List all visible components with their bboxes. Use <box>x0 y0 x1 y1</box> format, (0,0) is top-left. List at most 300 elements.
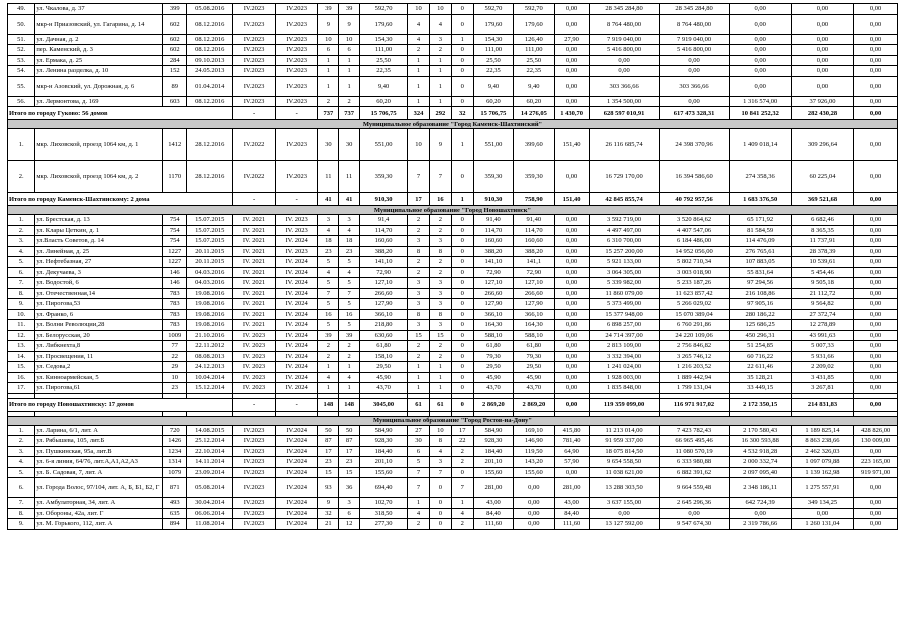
address-cell: ул. Нефтебазная, 27 <box>35 257 163 268</box>
subtotal-value: 42 845 855,74 <box>589 193 659 206</box>
municipality-header-row <box>8 120 898 129</box>
value-cell: 0,00 <box>554 66 589 77</box>
value-cell: 0,00 <box>854 351 898 362</box>
row-number-cell: 3. <box>8 446 35 457</box>
address-cell: ул. 6-я линия, 64/76, лит.А,А1,А2,А3 <box>35 457 163 468</box>
value-cell: 43,00 <box>473 498 513 509</box>
address-cell: ул. Кинноармейская, 5 <box>35 372 163 383</box>
value-cell: 0 <box>451 383 473 394</box>
table-row <box>8 467 898 478</box>
value-cell: 30 <box>339 129 360 161</box>
value-cell: 9 <box>339 14 360 34</box>
value-cell: 155,60 <box>360 467 408 478</box>
row-number-cell: 51. <box>8 34 35 45</box>
value-cell: 0 <box>451 225 473 236</box>
value-cell: 1 <box>318 362 339 373</box>
row-number-cell: 2. <box>8 436 35 447</box>
value-cell: IV. 2023 <box>275 225 318 236</box>
value-cell: 15 257 200,00 <box>589 246 659 257</box>
value-cell: 45,90 <box>473 372 513 383</box>
row-number-cell: 2. <box>8 161 35 193</box>
value-cell: 64,90 <box>554 446 589 457</box>
value-cell: IV. 2023 <box>275 246 318 257</box>
value-cell: 11.08.2014 <box>187 519 233 530</box>
value-cell: 2 <box>429 215 451 226</box>
value-cell: 0,00 <box>854 278 898 289</box>
value-cell: 0,00 <box>791 55 853 66</box>
value-cell: 184,40 <box>473 446 513 457</box>
value-cell: 25,50 <box>514 55 554 66</box>
subtotal-value: 2 172 350,15 <box>729 398 791 411</box>
address-cell: ул. Пирогова,61 <box>35 383 163 394</box>
municipality-heading: Муниципальное образование "Город Ростов-на-Дону" <box>8 416 898 425</box>
value-cell: 15.12.2014 <box>187 383 233 394</box>
value-cell: 2 <box>408 257 430 268</box>
value-cell: 154,30 <box>360 34 408 45</box>
value-cell: 4 <box>339 372 360 383</box>
subtotal-value: 282 430,28 <box>791 107 853 120</box>
value-cell: 3 <box>408 320 430 331</box>
value-cell: 1 <box>408 76 430 96</box>
value-cell: 12 <box>339 519 360 530</box>
subtotal-value: 40 792 957,56 <box>659 193 729 206</box>
value-cell: 15.07.2015 <box>187 225 233 236</box>
value-cell: 21.10.2016 <box>187 330 233 341</box>
value-cell: 179,60 <box>514 14 554 34</box>
value-cell: 37 926,00 <box>791 96 853 107</box>
value-cell: 130 009,00 <box>854 436 898 447</box>
subtotal-value: 32 <box>451 107 473 120</box>
value-cell: 0 <box>451 351 473 362</box>
value-cell: 388,20 <box>360 246 408 257</box>
value-cell: 1 <box>318 55 339 66</box>
value-cell: 15 <box>429 330 451 341</box>
value-cell: IV.2023 <box>275 129 318 161</box>
value-cell: 22 611,46 <box>729 362 791 373</box>
value-cell: 642 724,39 <box>729 498 791 509</box>
value-cell: 55 831,64 <box>729 267 791 278</box>
value-cell: 0 <box>451 215 473 226</box>
value-cell: 1 928 003,00 <box>589 372 659 383</box>
value-cell: 2 <box>429 351 451 362</box>
value-cell: 05.08.2016 <box>187 4 233 15</box>
value-cell: 24.12.2013 <box>187 362 233 373</box>
value-cell: 0,00 <box>729 45 791 56</box>
subtotal-value: 0,00 <box>854 398 898 411</box>
value-cell: 5 931,66 <box>791 351 853 362</box>
value-cell: 141,10 <box>360 257 408 268</box>
value-cell: IV. 2024 <box>275 341 318 352</box>
value-cell: 588,10 <box>514 330 554 341</box>
row-number-cell: 11. <box>8 320 35 331</box>
value-cell: 3 064 305,00 <box>589 267 659 278</box>
value-cell: 366,10 <box>514 309 554 320</box>
value-cell: 5 <box>339 278 360 289</box>
subtotal-value: 910,30 <box>473 193 513 206</box>
subtotal-value: 0 <box>451 398 473 411</box>
value-cell: 20.11.2015 <box>187 257 233 268</box>
address-cell: ул. Отечественная,14 <box>35 288 163 299</box>
value-cell: 8 <box>429 436 451 447</box>
table-row <box>8 4 898 15</box>
value-cell: 0,00 <box>854 96 898 107</box>
value-cell: 5 <box>318 320 339 331</box>
value-cell: 2 813 109,00 <box>589 341 659 352</box>
value-cell: 16 394 586,60 <box>659 161 729 193</box>
value-cell: 30 <box>408 436 430 447</box>
value-cell: 428 826,00 <box>854 425 898 436</box>
value-cell: IV. 2024 <box>275 351 318 362</box>
value-cell: 19.08.2016 <box>187 288 233 299</box>
subtotal-value: 0,00 <box>854 107 898 120</box>
value-cell: 3 <box>429 320 451 331</box>
value-cell: 10 <box>163 372 187 383</box>
value-cell: 127,10 <box>360 278 408 289</box>
value-cell: 27 <box>408 425 430 436</box>
row-number-cell: 1. <box>8 129 35 161</box>
value-cell: 1 <box>408 383 430 394</box>
value-cell: 1 799 131,04 <box>659 383 729 394</box>
value-cell: 3 <box>429 278 451 289</box>
value-cell: IV. 2021 <box>233 225 276 236</box>
value-cell: 366,10 <box>473 309 513 320</box>
value-cell: 8 <box>408 246 430 257</box>
value-cell: 11 860 079,00 <box>589 288 659 299</box>
value-cell: 9,40 <box>360 76 408 96</box>
value-cell: 1 <box>339 55 360 66</box>
value-cell: 781,40 <box>554 436 589 447</box>
value-cell: 9 564,82 <box>791 299 853 310</box>
subtotal-value: 151,40 <box>554 193 589 206</box>
value-cell: 0 <box>451 288 473 299</box>
address-cell: ул. Водостой, 6 <box>35 278 163 289</box>
row-number-cell: 8. <box>8 508 35 519</box>
address-cell: ул. Ермака, д. 25 <box>35 55 163 66</box>
subtotal-value: 1 430,70 <box>554 107 589 120</box>
subtotal-label: Итого по городу Гуково: 56 домов <box>8 107 233 120</box>
value-cell: IV. 2024 <box>275 236 318 247</box>
subtotal-value: 119 359 099,00 <box>589 398 659 411</box>
value-cell: 15.07.2015 <box>187 236 233 247</box>
value-cell: 6 760 291,86 <box>659 320 729 331</box>
address-cell: ул. Пирогова,53 <box>35 299 163 310</box>
value-cell: 164,30 <box>514 320 554 331</box>
value-cell: 2 <box>408 215 430 226</box>
subtotal-value: 737 <box>318 107 339 120</box>
value-cell: 0,00 <box>659 66 729 77</box>
table-row <box>8 76 898 96</box>
value-cell: 84,40 <box>473 508 513 519</box>
address-cell: ул. Декучаева, 3 <box>35 267 163 278</box>
value-cell: 0,00 <box>854 309 898 320</box>
value-cell: IV. 2024 <box>275 288 318 299</box>
value-cell: 6 <box>408 446 430 457</box>
address-cell: ул. Амбулаторная, 34, лит. А <box>35 498 163 509</box>
value-cell: 3 <box>408 288 430 299</box>
value-cell: 16 729 170,00 <box>589 161 659 193</box>
value-cell: 93 <box>318 478 339 498</box>
value-cell: 0 <box>451 76 473 96</box>
value-cell: 1 <box>429 372 451 383</box>
value-cell: 1 <box>339 66 360 77</box>
value-cell: 0,00 <box>659 96 729 107</box>
value-cell: 23 <box>339 457 360 468</box>
table-row <box>8 362 898 373</box>
value-cell: 127,10 <box>514 278 554 289</box>
value-cell: IV.2023 <box>233 478 276 498</box>
value-cell: 303 366,66 <box>589 76 659 96</box>
value-cell: 91,40 <box>473 215 513 226</box>
value-cell: 111,00 <box>473 45 513 56</box>
value-cell: 0,00 <box>791 45 853 56</box>
value-cell: 2 462 326,03 <box>791 446 853 457</box>
value-cell: IV. 2024 <box>275 383 318 394</box>
value-cell: 7 919 040,00 <box>589 34 659 45</box>
value-cell: 119,50 <box>514 446 554 457</box>
value-cell: IV.2023 <box>233 55 276 66</box>
value-cell: 2 <box>318 351 339 362</box>
value-cell: 127,10 <box>473 278 513 289</box>
value-cell: 0,00 <box>554 236 589 247</box>
value-cell: 127,90 <box>360 299 408 310</box>
value-cell: 13 127 592,00 <box>589 519 659 530</box>
value-cell: 5 233 187,26 <box>659 278 729 289</box>
subtotal-value: - <box>275 398 318 411</box>
table-row <box>8 436 898 447</box>
table-row <box>8 508 898 519</box>
value-cell: 19.08.2016 <box>187 309 233 320</box>
value-cell: 15 377 948,00 <box>589 309 659 320</box>
value-cell: 602 <box>163 14 187 34</box>
value-cell: 1 <box>429 76 451 96</box>
value-cell: 14.08.2015 <box>187 425 233 436</box>
value-cell: 5 <box>339 257 360 268</box>
value-cell: IV.2023 <box>233 4 276 15</box>
value-cell: 21 112,72 <box>791 288 853 299</box>
value-cell: 164,30 <box>473 320 513 331</box>
value-cell: 91,4 <box>360 215 408 226</box>
value-cell: IV.2023 <box>275 55 318 66</box>
value-cell: 0,00 <box>659 508 729 519</box>
value-cell: 3 431,85 <box>791 372 853 383</box>
value-cell: 2 <box>429 225 451 236</box>
row-number-cell: 7. <box>8 498 35 509</box>
value-cell: 1 <box>451 498 473 509</box>
value-cell: 22,35 <box>360 66 408 77</box>
subtotal-row <box>8 107 898 120</box>
value-cell: 160,60 <box>514 236 554 247</box>
value-cell: 266,60 <box>514 288 554 299</box>
value-cell: 3 <box>408 236 430 247</box>
value-cell: IV.2022 <box>233 161 276 193</box>
value-cell: IV.2024 <box>275 425 318 436</box>
value-cell: 0,00 <box>854 66 898 77</box>
address-cell: ул. Чкалова, д. 37 <box>35 4 163 15</box>
value-cell: 2 645 296,36 <box>659 498 729 509</box>
value-cell: 179,60 <box>360 14 408 34</box>
value-cell: 3 <box>339 215 360 226</box>
value-cell: 0,00 <box>854 341 898 352</box>
value-cell: 0,00 <box>554 161 589 193</box>
address-cell: мкр. Лиховской, проезд 1064 км, д. 2 <box>35 161 163 193</box>
value-cell: 39 <box>339 330 360 341</box>
value-cell: 57,90 <box>554 457 589 468</box>
value-cell: 2 170 580,43 <box>729 425 791 436</box>
address-cell: ул. Обороны, 42а, лит. Г <box>35 508 163 519</box>
value-cell: 43,70 <box>473 383 513 394</box>
value-cell: 0,00 <box>729 55 791 66</box>
value-cell: 1 <box>318 76 339 96</box>
value-cell: 29,50 <box>360 362 408 373</box>
value-cell: 39 <box>339 4 360 15</box>
value-cell: 783 <box>163 299 187 310</box>
value-cell: IV.2023 <box>275 96 318 107</box>
value-cell: 218,80 <box>360 320 408 331</box>
value-cell: 61,80 <box>514 341 554 352</box>
value-cell: 114,70 <box>473 225 513 236</box>
value-cell: 5 416 800,00 <box>659 45 729 56</box>
address-cell: ул. Пушкинская, 95а, лит.В <box>35 446 163 457</box>
subtotal-value: 2 869,20 <box>514 398 554 411</box>
value-cell: 24.05.2013 <box>187 66 233 77</box>
value-cell: 3 <box>429 288 451 299</box>
value-cell: 284 <box>163 55 187 66</box>
address-cell: мкр. Лиховской, проезд 1064 км, д. 1 <box>35 129 163 161</box>
value-cell: 0 <box>451 55 473 66</box>
value-cell: 0,00 <box>854 320 898 331</box>
value-cell: 5 <box>318 278 339 289</box>
value-cell: 24 398 370,96 <box>659 129 729 161</box>
value-cell: 5 802 710,34 <box>659 257 729 268</box>
value-cell: 6 898 257,00 <box>589 320 659 331</box>
value-cell: 3 267,81 <box>791 383 853 394</box>
value-cell: 0,00 <box>729 76 791 96</box>
table-row <box>8 309 898 320</box>
value-cell: 43,70 <box>360 383 408 394</box>
value-cell: 155,60 <box>473 467 513 478</box>
table-row <box>8 383 898 394</box>
table-row <box>8 299 898 310</box>
row-number-cell: 5. <box>8 467 35 478</box>
value-cell: 8 <box>429 309 451 320</box>
value-cell: 602 <box>163 34 187 45</box>
value-cell: 1 <box>339 383 360 394</box>
value-cell: 5 266 029,02 <box>659 299 729 310</box>
value-cell: 1 241 024,00 <box>589 362 659 373</box>
row-number-cell: 53. <box>8 55 35 66</box>
value-cell: 4 <box>451 508 473 519</box>
value-cell: IV.2024 <box>275 436 318 447</box>
value-cell: 216 108,86 <box>729 288 791 299</box>
value-cell: 280 186,22 <box>729 309 791 320</box>
table-row <box>8 45 898 56</box>
value-cell: IV. 2024 <box>275 278 318 289</box>
value-cell: IV.2023 <box>233 45 276 56</box>
value-cell: 0 <box>451 161 473 193</box>
subtotal-value: - <box>233 193 276 206</box>
value-cell: 111,60 <box>554 519 589 530</box>
value-cell: 43,70 <box>514 383 554 394</box>
value-cell: 0 <box>451 309 473 320</box>
row-number-cell: 12. <box>8 330 35 341</box>
table-body <box>8 4 898 530</box>
value-cell: IV.2023 <box>233 467 276 478</box>
value-cell: 318,50 <box>360 508 408 519</box>
value-cell: 16 <box>339 309 360 320</box>
value-cell: 783 <box>163 309 187 320</box>
value-cell: 9 664 559,48 <box>659 478 729 498</box>
value-cell: 11 080 570,19 <box>659 446 729 457</box>
value-cell: 303 366,66 <box>659 76 729 96</box>
subtotal-value: 2 869,20 <box>473 398 513 411</box>
value-cell: 1 354 500,00 <box>589 96 659 107</box>
value-cell: 15.07.2015 <box>187 215 233 226</box>
value-cell: 13 288 303,50 <box>589 478 659 498</box>
value-cell: IV.2024 <box>275 498 318 509</box>
subtotal-value: 910,30 <box>360 193 408 206</box>
value-cell: 51 254,85 <box>729 341 791 352</box>
value-cell: IV. 2024 <box>275 267 318 278</box>
subtotal-value: 15 706,75 <box>360 107 408 120</box>
value-cell: 11 <box>339 161 360 193</box>
value-cell: 111,00 <box>360 45 408 56</box>
value-cell: 5 454,46 <box>791 267 853 278</box>
value-cell: 592,70 <box>473 4 513 15</box>
value-cell: 0,00 <box>729 34 791 45</box>
value-cell: 10 <box>429 4 451 15</box>
address-cell: ул. Дачная, д. 2 <box>35 34 163 45</box>
value-cell: 22.11.2012 <box>187 341 233 352</box>
value-cell: IV.2023 <box>275 66 318 77</box>
value-cell: 928,30 <box>473 436 513 447</box>
value-cell: 7 <box>451 478 473 498</box>
value-cell: 10 <box>408 4 430 15</box>
value-cell: 3 265 746,12 <box>659 351 729 362</box>
value-cell: 65 171,92 <box>729 215 791 226</box>
value-cell: 0,00 <box>554 45 589 56</box>
value-cell: 6 <box>339 508 360 519</box>
address-cell: ул. Франко, 6 <box>35 309 163 320</box>
table-row <box>8 351 898 362</box>
table-row <box>8 425 898 436</box>
value-cell: 0,00 <box>854 330 898 341</box>
value-cell: IV.2023 <box>275 14 318 34</box>
value-cell: 4 532 918,28 <box>729 446 791 457</box>
subtotal-value: 61 <box>429 398 451 411</box>
value-cell: IV. 2023 <box>275 215 318 226</box>
value-cell: 9,40 <box>514 76 554 96</box>
value-cell: 9 <box>318 498 339 509</box>
value-cell: 201,10 <box>473 457 513 468</box>
value-cell: IV.2024 <box>275 519 318 530</box>
value-cell: 7 <box>318 288 339 299</box>
row-number-cell: 17. <box>8 383 35 394</box>
value-cell: 08.12.2016 <box>187 34 233 45</box>
value-cell: 146,90 <box>514 436 554 447</box>
value-cell: 0,00 <box>791 76 853 96</box>
value-cell: 0,00 <box>554 278 589 289</box>
value-cell: 894 <box>163 519 187 530</box>
value-cell: 29,50 <box>473 362 513 373</box>
value-cell: 2 <box>408 225 430 236</box>
value-cell: 0,00 <box>554 267 589 278</box>
value-cell: 0,00 <box>854 76 898 96</box>
value-cell: 388,20 <box>514 246 554 257</box>
value-cell: 694,40 <box>360 478 408 498</box>
value-cell: 0,00 <box>554 246 589 257</box>
address-cell: мкр-н Азовский, ул. Дорожная, д. 6 <box>35 76 163 96</box>
value-cell: 0,00 <box>589 66 659 77</box>
